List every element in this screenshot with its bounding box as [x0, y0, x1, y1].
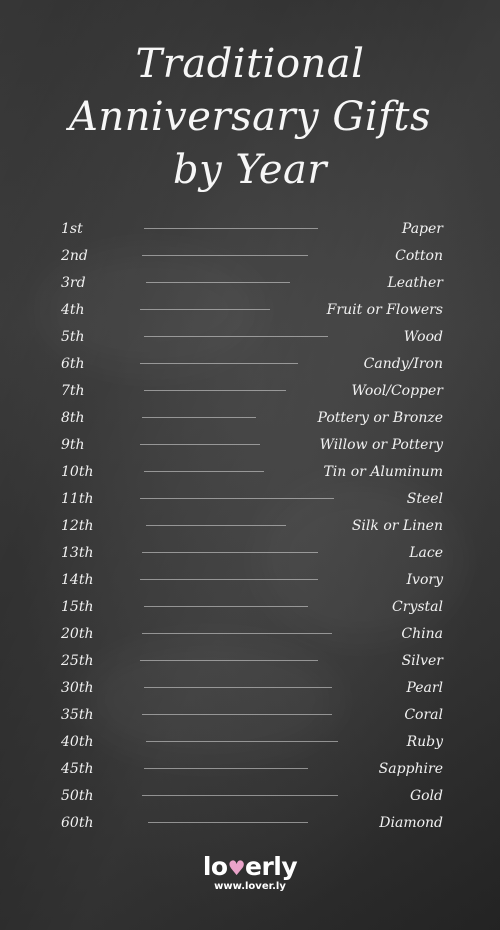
- gift-row: [61, 350, 443, 377]
- chalk-divider-line: [144, 606, 308, 607]
- chalk-divider-line: [144, 336, 328, 337]
- chalk-divider-line: [144, 390, 286, 391]
- gift-name: Ivory: [406, 572, 443, 588]
- anniversary-year: 1st: [61, 221, 83, 237]
- gift-row: [61, 269, 443, 296]
- anniversary-year: 11th: [61, 491, 94, 507]
- gift-name: Wool/Copper: [351, 383, 443, 399]
- anniversary-year: 50th: [61, 788, 94, 804]
- chalk-divider-line: [142, 417, 256, 418]
- gift-list: [61, 215, 443, 836]
- chalk-divider-line: [142, 255, 308, 256]
- chalk-divider-line: [140, 498, 334, 499]
- gift-name: Tin or Aluminum: [323, 464, 443, 480]
- gift-name: Cotton: [395, 248, 443, 264]
- anniversary-year: 4th: [61, 302, 85, 318]
- gift-row: [61, 701, 443, 728]
- chalk-divider-line: [148, 822, 308, 823]
- gift-row: [61, 620, 443, 647]
- gift-row: [61, 215, 443, 242]
- gift-row: [61, 404, 443, 431]
- gift-name: Steel: [406, 491, 443, 507]
- anniversary-year: 2nd: [61, 248, 88, 264]
- gift-row: [61, 377, 443, 404]
- chalk-divider-line: [144, 228, 318, 229]
- title-line-3: by Year: [173, 147, 327, 193]
- gift-row: [61, 323, 443, 350]
- anniversary-year: 6th: [61, 356, 85, 372]
- gift-row: [61, 755, 443, 782]
- title-line-1: Traditional: [135, 41, 365, 87]
- anniversary-year: 3rd: [61, 275, 86, 291]
- anniversary-year: 60th: [61, 815, 94, 831]
- gift-row: [61, 512, 443, 539]
- chalk-divider-line: [140, 579, 318, 580]
- gift-row: [61, 809, 443, 836]
- anniversary-year: 10th: [61, 464, 94, 480]
- anniversary-year: 8th: [61, 410, 85, 426]
- chalk-divider-line: [140, 363, 298, 364]
- anniversary-year: 40th: [61, 734, 94, 750]
- brand-name-prefix: lo: [202, 852, 228, 881]
- gift-name: Lace: [409, 545, 443, 561]
- gift-name: Crystal: [392, 599, 443, 615]
- gift-row: [61, 458, 443, 485]
- gift-name: China: [401, 626, 443, 642]
- anniversary-year: 35th: [61, 707, 94, 723]
- chalk-divider-line: [142, 633, 332, 634]
- anniversary-year: 30th: [61, 680, 94, 696]
- gift-row: [61, 242, 443, 269]
- chalk-divider-line: [146, 525, 286, 526]
- gift-name: Silk or Linen: [351, 518, 443, 534]
- anniversary-year: 5th: [61, 329, 85, 345]
- gift-row: [61, 647, 443, 674]
- anniversary-year: 12th: [61, 518, 94, 534]
- gift-name: Sapphire: [378, 761, 443, 777]
- chalk-divider-line: [140, 660, 318, 661]
- chalk-divider-line: [142, 552, 318, 553]
- heart-icon: ♥: [227, 856, 246, 880]
- gift-row: [61, 674, 443, 701]
- chalk-divider-line: [144, 471, 264, 472]
- gift-name: Coral: [404, 707, 443, 723]
- anniversary-year: 13th: [61, 545, 94, 561]
- gift-name: Willow or Pottery: [319, 437, 443, 453]
- chalk-divider-line: [140, 444, 260, 445]
- chalk-divider-line: [144, 687, 332, 688]
- gift-row: [61, 431, 443, 458]
- title-line-2: Anniversary Gifts: [68, 94, 432, 140]
- brand-logo: [0, 853, 500, 893]
- gift-name: Silver: [401, 653, 443, 669]
- anniversary-year: 15th: [61, 599, 94, 615]
- chalk-divider-line: [142, 714, 332, 715]
- gift-name: Ruby: [406, 734, 443, 750]
- gift-row: [61, 728, 443, 755]
- anniversary-year: 14th: [61, 572, 94, 588]
- brand-name-suffix: erly: [245, 852, 298, 881]
- chalk-divider-line: [146, 282, 290, 283]
- gift-name: Paper: [401, 221, 443, 237]
- chalk-divider-line: [144, 768, 308, 769]
- gift-name: Fruit or Flowers: [326, 302, 443, 318]
- gift-row: [61, 782, 443, 809]
- anniversary-year: 20th: [61, 626, 94, 642]
- gift-row: [61, 593, 443, 620]
- gift-name: Pottery or Bronze: [317, 410, 443, 426]
- gift-row: [61, 539, 443, 566]
- brand-wordmark: [0, 853, 500, 882]
- gift-name: Leather: [387, 275, 443, 291]
- gift-name: Candy/Iron: [363, 356, 443, 372]
- anniversary-year: 25th: [61, 653, 94, 669]
- gift-row: [61, 566, 443, 593]
- anniversary-year: 45th: [61, 761, 94, 777]
- gift-row: [61, 296, 443, 323]
- anniversary-year: 7th: [61, 383, 85, 399]
- page-title: [0, 38, 500, 197]
- gift-row: [61, 485, 443, 512]
- anniversary-year: 9th: [61, 437, 85, 453]
- gift-name: Pearl: [406, 680, 443, 696]
- gift-name: Wood: [403, 329, 443, 345]
- chalk-divider-line: [146, 741, 338, 742]
- gift-name: Gold: [409, 788, 443, 804]
- chalk-divider-line: [140, 309, 270, 310]
- gift-name: Diamond: [379, 815, 443, 831]
- chalk-divider-line: [142, 795, 338, 796]
- brand-url: www.lover.ly: [214, 881, 286, 892]
